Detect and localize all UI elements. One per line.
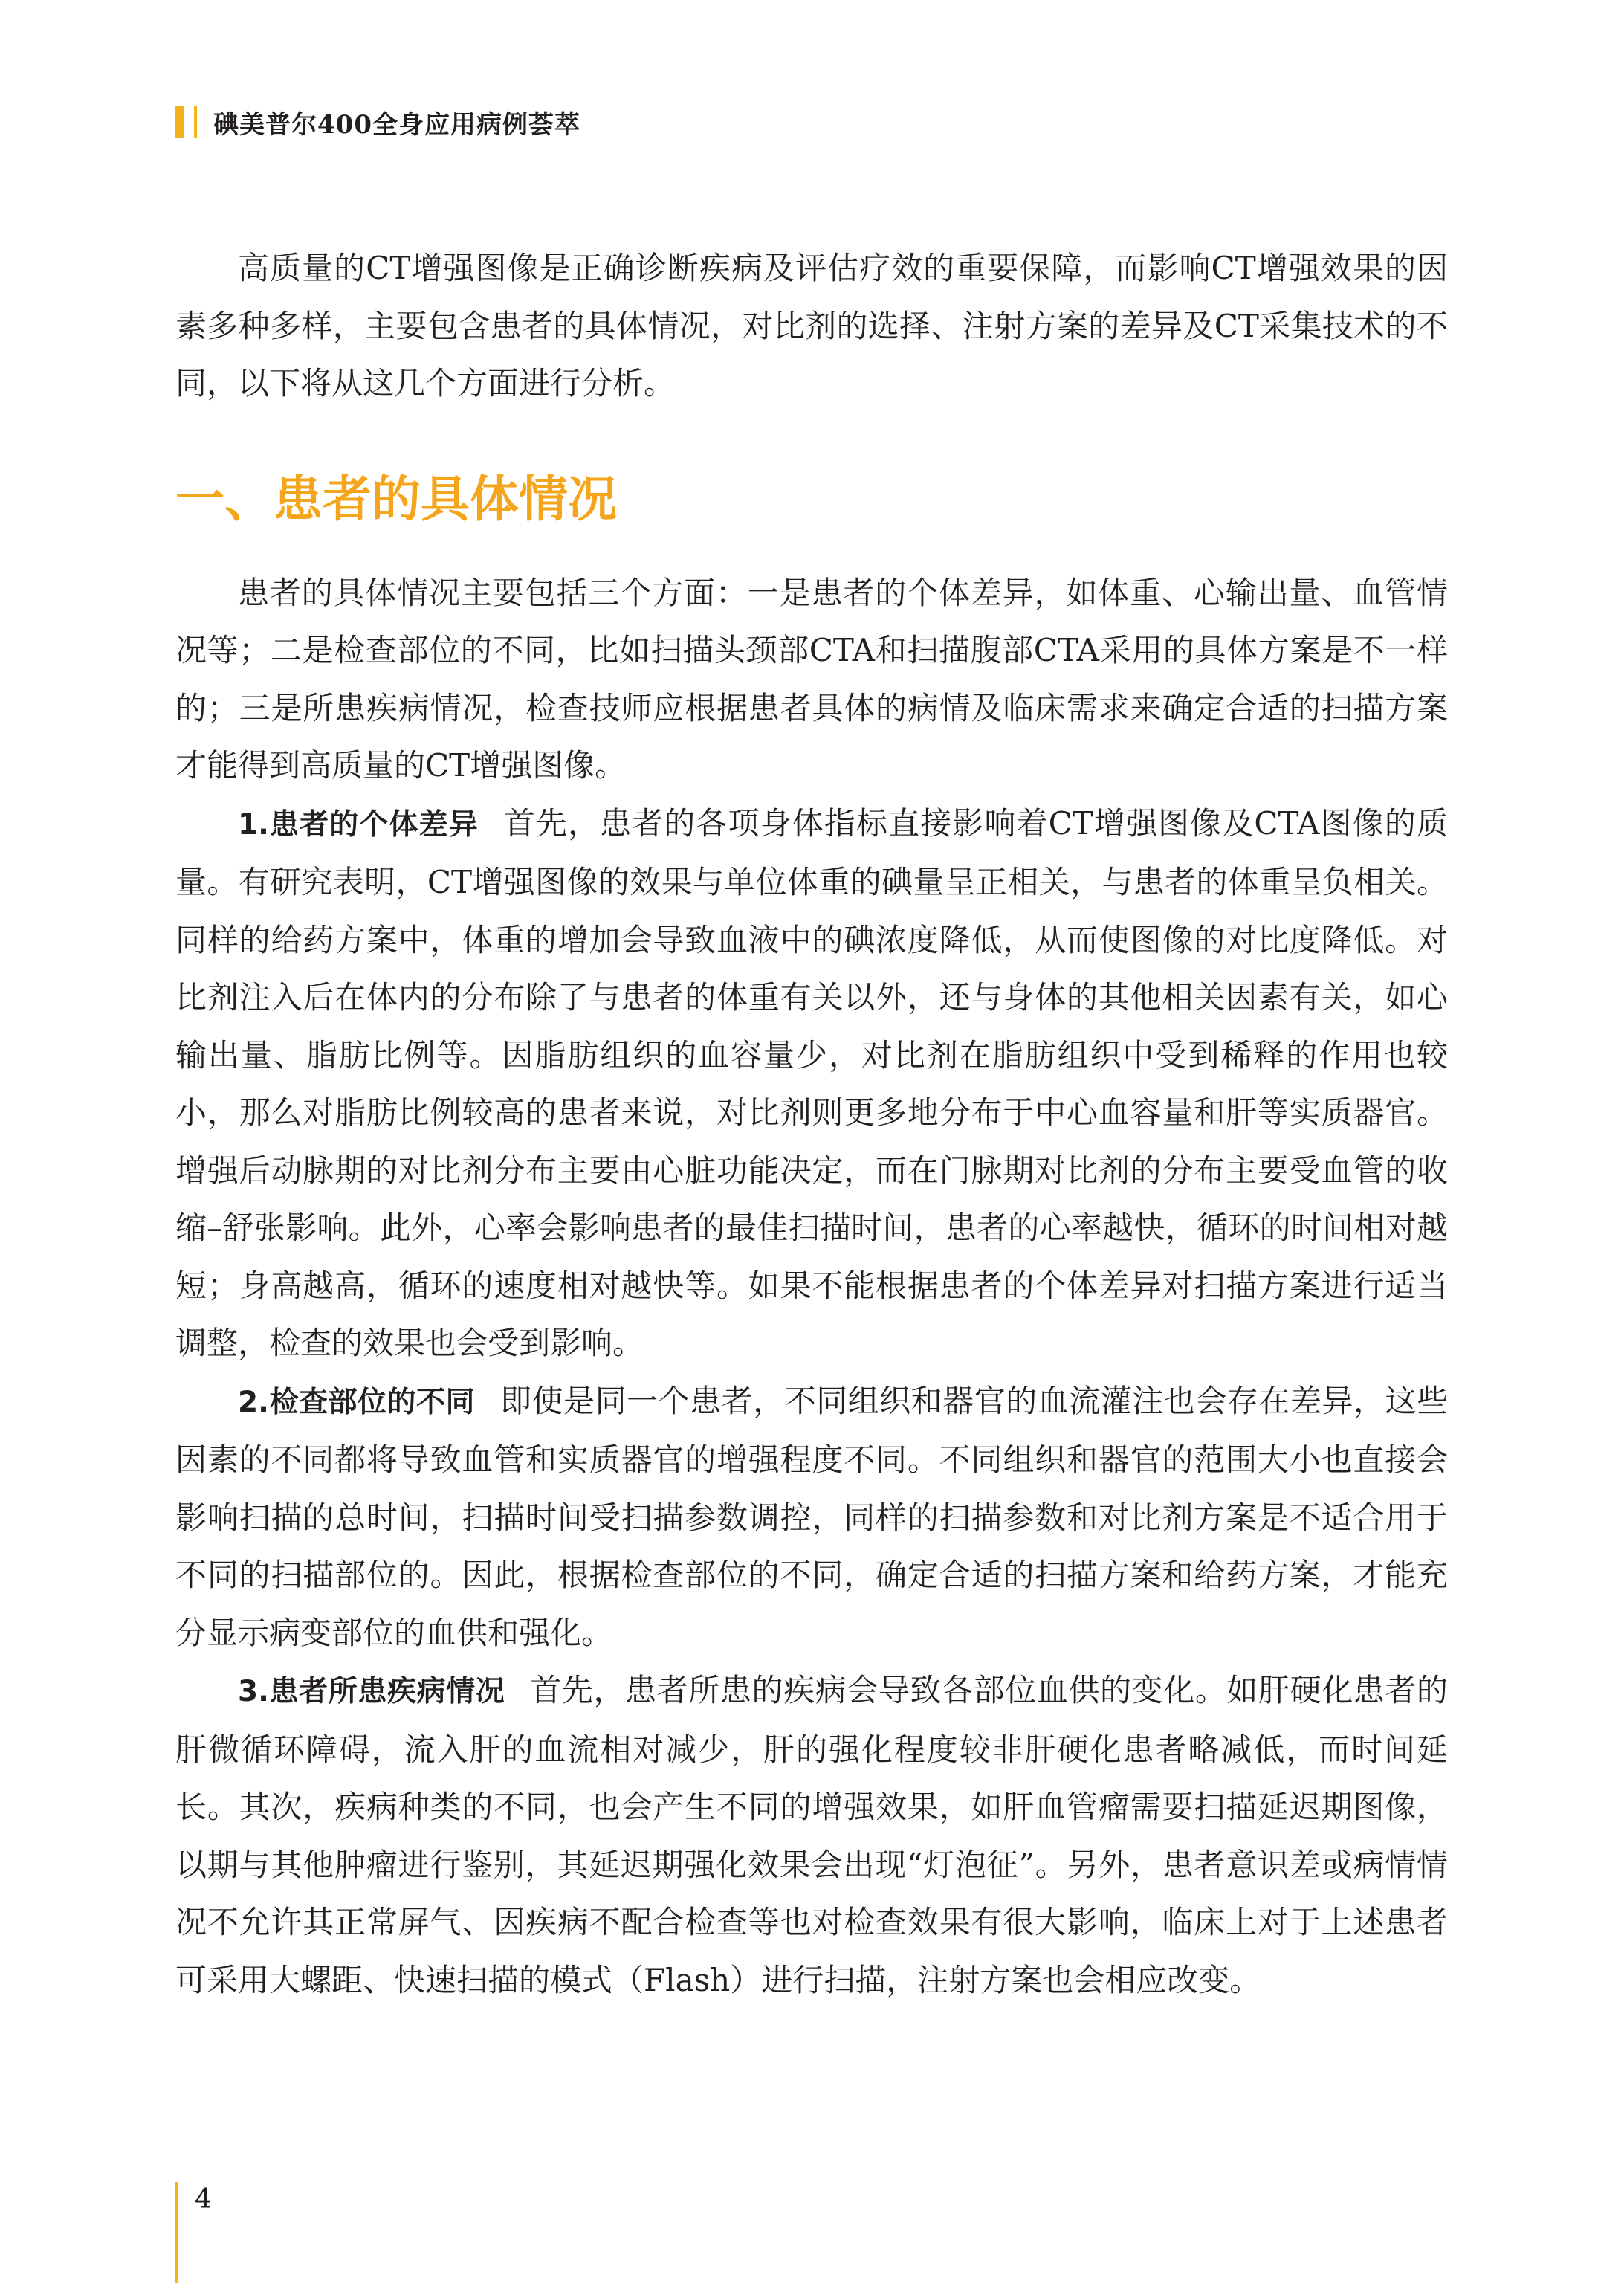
page-footer: [175, 2182, 212, 2283]
item-paragraph-1: [175, 795, 1448, 1372]
item-text-1: 首先，患者的各项身体指标直接影响着CT增强图像及CTA图像的质量。有研究表明，CT增强图像的效果与单位体重的碘量呈正相关，与患者的体重呈负相关。同样的给药方案中，体重的增加会导致血液中的碘浓度降低，从而使图像的对比度降低。对比剂注入后在体内的分布除了与患者的体重有关以外，还与身体的其他相关因素有关，如心输出量、脂肪比例等。因脂肪组织的血容量少，对比剂在脂肪组织中受到稀释的作用也较小，那么对脂肪比例较高的患者来说，对比剂则更多地分布于中心血容量和肝等实质器官。增强后动脉期的对比剂分布主要由心脏功能决定，而在门脉期对比剂的分布主要受血管的收缩–舒张影响。此外，心率会影响患者的最佳扫描时间，患者的心率越快，循环的时间相对越短；身高越高，循环的速度相对越快等。如果不能根据患者的个体差异对扫描方案进行适当调整，检查的效果也会受到影响。: [175, 804, 1449, 1361]
item-title-2: 2.检查部位的不同: [238, 1385, 476, 1419]
item-text-2: 即使是同一个患者，不同组织和器官的血流灌注也会存在差异，这些因素的不同都将导致血管和实质器官的增强程度不同。不同组织和器官的范围大小也直接会影响扫描的总时间，扫描时间受扫描参数调控，同样的扫描参数和对比剂方案是不适合用于不同的扫描部位的。因此，根据检查部位的不同，确定合适的扫描方案和给药方案，才能充分显示病变部位的血供和强化。: [175, 1382, 1448, 1651]
item-paragraph-3: [175, 1662, 1448, 2009]
item-title-3: 3.患者所患疾病情况: [238, 1675, 505, 1708]
item-paragraph-2: [175, 1372, 1448, 1662]
item-title-1: 1.患者的个体差异: [238, 807, 479, 842]
footer-accent-line: [175, 2182, 178, 2283]
intro-paragraph: 高质量的CT增强图像是正确诊断疾病及评估疗效的重要保障，而影响CT增强效果的因素多种多样，主要包含患者的具体情况，对比剂的选择、注射方案的差异及CT采集技术的不同，以下将从这几个方面进行分析。: [175, 250, 1448, 401]
header-accent-line: [194, 106, 197, 138]
page-number: 4: [195, 2184, 212, 2215]
running-header: [175, 104, 580, 140]
item-text-3: 首先，患者所患的疾病会导致各部位血供的变化。如肝硬化患者的肝微循环障碍，流入肝的血流相对减少，肝的强化程度较非肝硬化患者略减低，而时间延长。其次，疾病种类的不同，也会产生不同的增强效果，如肝血管瘤需要扫描延迟期图像，以期与其他肿瘤进行鉴别，其延迟期强化效果会出现“灯泡征”。另外，患者意识差或病情情况不允许其正常屏气、因疾病不配合检查等也对检查效果有很大影响，临床上对于上述患者可采用大螺距、快速扫描的模式（Flash）进行扫描，注射方案也会相应改变。: [175, 1672, 1448, 1998]
section-heading: 一、患者的具体情况: [175, 470, 617, 528]
header-accent-bar: [175, 106, 184, 138]
section-overview-paragraph: 患者的具体情况主要包括三个方面：一是患者的个体差异，如体重、心输出量、血管情况等；二是检查部位的不同，比如扫描头颈部CTA和扫描腹部CTA采用的具体方案是不一样的；三是所患疾病情况，检查技师应根据患者具体的病情及临床需求来确定合适的扫描方案才能得到高质量的CT增强图像。: [175, 574, 1448, 784]
page-content: [175, 239, 1448, 2009]
header-title: 碘美普尔400全身应用病例荟萃: [213, 109, 580, 140]
